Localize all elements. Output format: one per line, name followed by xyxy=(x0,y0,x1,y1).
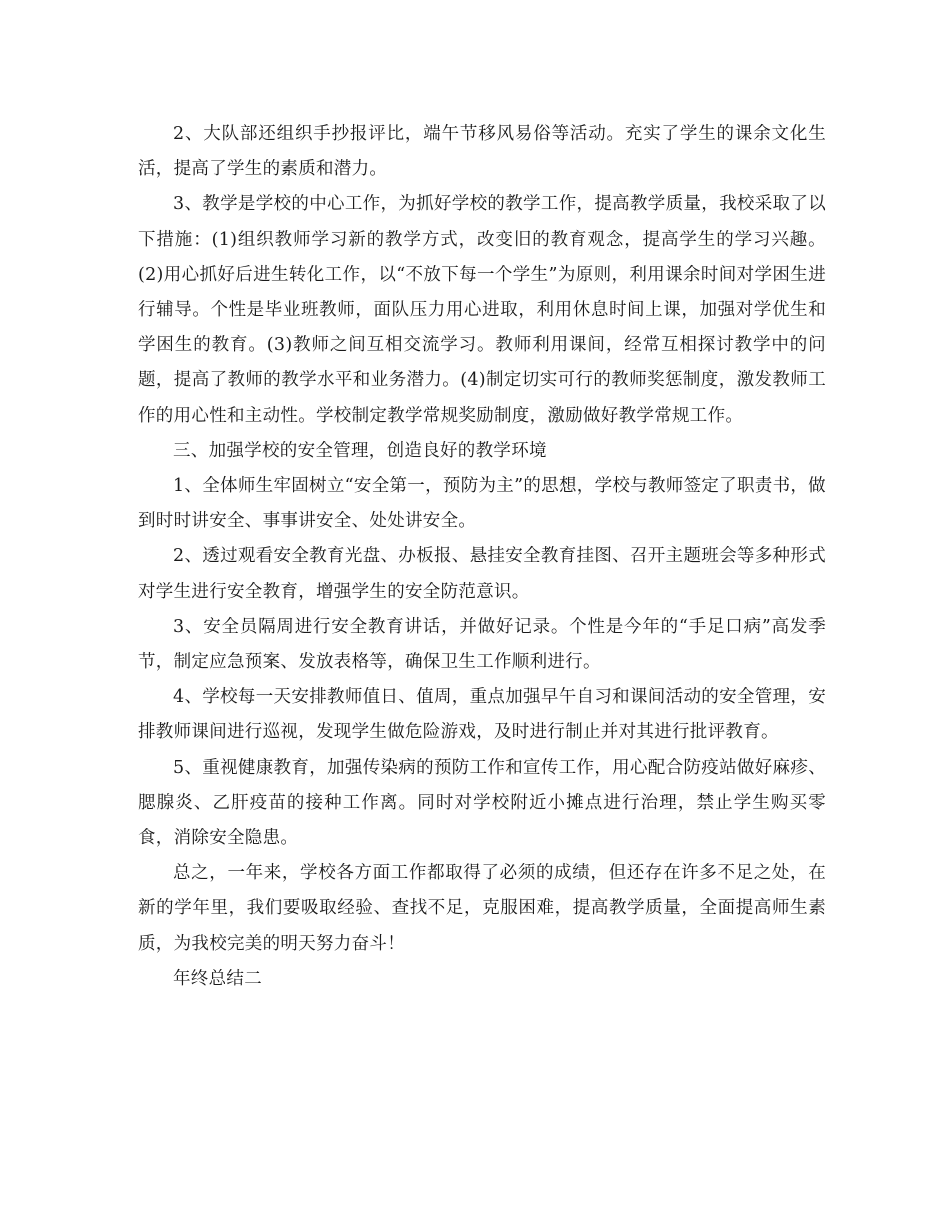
paragraph-safety-3: 3、安全员隔周进行安全教育讲话，并做好记录。个性是今年的“手足口病”高发季节，制定应急预案、发放表格等，确保卫生工作顺利进行。 xyxy=(138,616,826,673)
document-page xyxy=(138,117,826,997)
paragraph-teaching-measures: 3、教学是学校的中心工作，为抓好学校的教学工作，提高教学质量，我校采取了以下措施：(1)组织教师学习新的教学方式，改变旧的教育观念，提高学生的学习兴趣。(2)用心抓好后进生转化工作，以“不放下每一个学生”为原则，利用课余时间对学困生进行辅导。个性是毕业班教师，面队压力用心进取，利用休息时间上课，加强对学优生和学困生的教育。(3)教师之间互相交流学习。教师利用课间，经常互相探讨教学中的问题，提高了教师的教学水平和业务潜力。(4)制定切实可行的教师奖惩制度，激发教师工作的用心性和主动性。学校制定教学常规奖励制度，激励做好教学常规工作。 xyxy=(138,194,826,426)
section-heading-summary-two: 年终总结二 xyxy=(173,968,262,989)
paragraph-safety-5: 5、重视健康教育，加强传染病的预防工作和宣传工作，用心配合防疫站做好麻疹、腮腺炎、乙肝疫苗的接种工作离。同时对学校附近小摊点进行治理，禁止学生购买零食，消除安全隐患。 xyxy=(138,757,826,849)
paragraph-safety-4: 4、学校每一天安排教师值日、值周，重点加强早午自习和课间活动的安全管理，安排教师课间进行巡视，发现学生做危险游戏，及时进行制止并对其进行批评教育。 xyxy=(138,687,826,743)
paragraph-conclusion: 总之，一年来，学校各方面工作都取得了必须的成绩，但还存在许多不足之处，在新的学年里，我们要吸取经验、查找不足，克服困难，提高教学质量，全面提高师生素质，为我校完美的明天努力奋斗！ xyxy=(138,863,826,954)
section-heading-safety: 三、加强学校的安全管理，创造良好的教学环境 xyxy=(173,440,547,461)
paragraph-activities: 2、大队部还组织手抄报评比，端午节移风易俗等活动。充实了学生的课余文化生活，提高了学生的素质和潜力。 xyxy=(138,124,826,180)
paragraph-safety-2: 2、透过观看安全教育光盘、办板报、悬挂安全教育挂图、召开主题班会等多种形式对学生进行安全教育，增强学生的安全防范意识。 xyxy=(138,546,826,602)
paragraph-safety-1: 1、全体师生牢固树立“安全第一，预防为主”的思想，学校与教师签定了职责书，做到时时讲安全、事事讲安全、处处讲安全。 xyxy=(138,476,826,532)
